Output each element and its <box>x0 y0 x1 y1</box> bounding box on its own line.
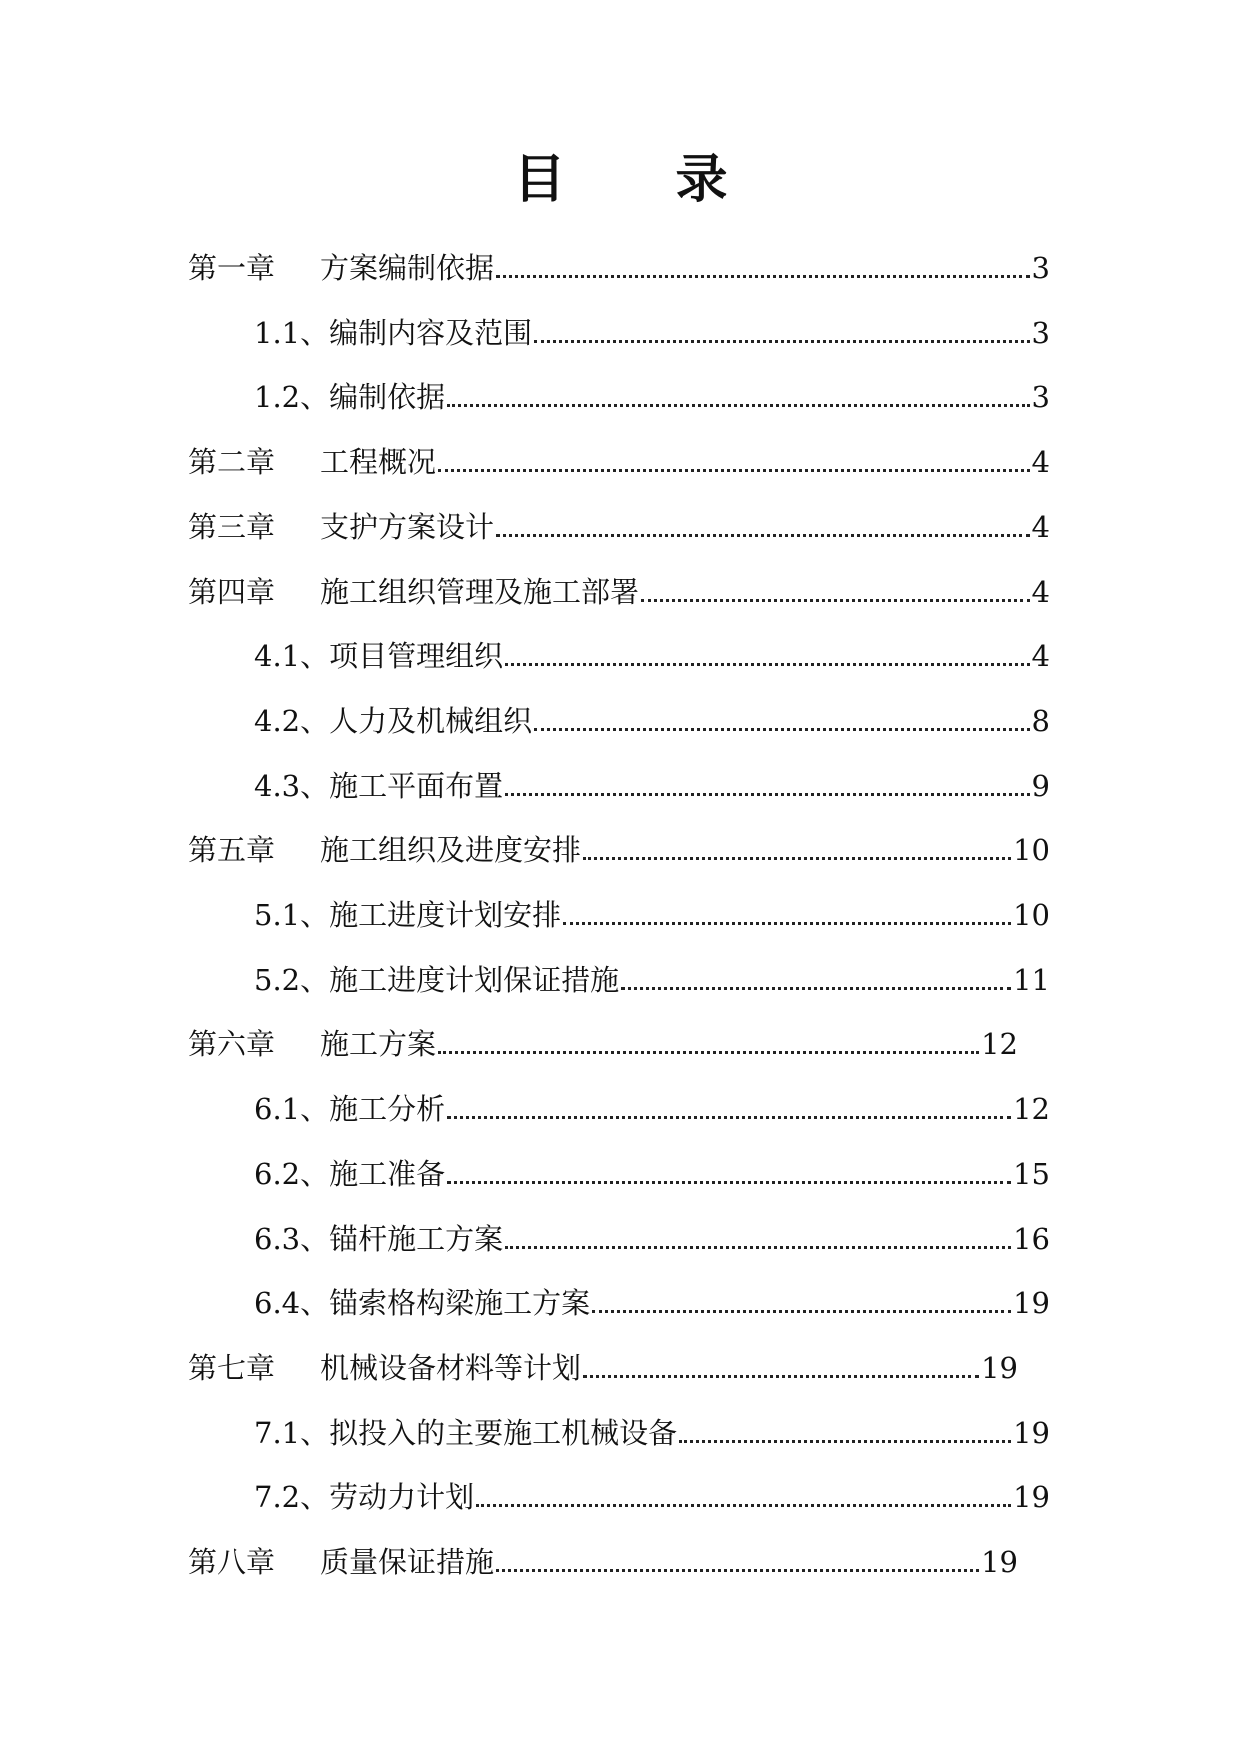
toc-entry[interactable] <box>254 895 1050 935</box>
toc-entry-title: 质量保证措施 <box>320 1545 495 1579</box>
toc-entry-title: 施工进度计划保证措施 <box>329 962 620 997</box>
toc-entry-page: 16 <box>1013 1221 1050 1256</box>
toc-entry[interactable] <box>188 507 1050 547</box>
toc-entry-number: 1.1、 <box>254 315 330 350</box>
toc-entry-number: 7.2、 <box>254 1480 330 1515</box>
toc-entry-page: 12 <box>981 1027 1018 1062</box>
toc-entry-title: 方案编制依据 <box>320 251 495 285</box>
toc-entry-title: 施工方案 <box>320 1027 437 1062</box>
toc-entry-title: 项目管理组织 <box>329 639 504 674</box>
toc-entry-number: 4.1、 <box>254 639 330 674</box>
toc-entry[interactable] <box>254 1283 1050 1323</box>
toc-entry[interactable] <box>188 1542 1018 1582</box>
toc-entry-page: 19 <box>981 1545 1018 1579</box>
toc-entry-number: 第七章 <box>188 1350 276 1385</box>
toc-entry[interactable] <box>254 1219 1050 1259</box>
toc-entry[interactable] <box>254 636 1050 676</box>
toc-title: 目 录 <box>513 149 774 210</box>
toc-dot-leader <box>438 469 1030 472</box>
toc-dot-leader <box>679 1440 1011 1443</box>
toc-entry-number: 4.3、 <box>254 768 330 803</box>
toc-entry-number: 6.4、 <box>254 1286 330 1321</box>
toc-entry-title: 施工进度计划安排 <box>329 898 562 932</box>
toc-dot-leader <box>447 1181 1011 1184</box>
toc-entry[interactable] <box>254 377 1050 417</box>
toc-entry-title: 施工准备 <box>329 1156 446 1191</box>
toc-entry-number: 7.1、 <box>254 1415 330 1450</box>
toc-entry-page: 15 <box>1013 1156 1050 1191</box>
toc-entry-number: 第五章 <box>188 833 276 868</box>
toc-entry-page: 3 <box>1031 315 1050 350</box>
toc-entry-number: 5.2、 <box>254 962 330 997</box>
toc-entry-title: 支护方案设计 <box>320 509 495 544</box>
toc-entry-title: 施工分析 <box>329 1092 446 1127</box>
toc-entry-page: 8 <box>1031 703 1050 738</box>
toc-entry-number: 第八章 <box>188 1545 276 1579</box>
toc-entry[interactable] <box>254 1089 1050 1129</box>
toc-entry-number: 6.3、 <box>254 1221 330 1256</box>
toc-dot-leader <box>592 1310 1011 1313</box>
toc-entry[interactable] <box>188 442 1050 482</box>
toc-entry[interactable] <box>254 313 1050 353</box>
toc-dot-leader <box>505 793 1029 796</box>
toc-entry-page: 12 <box>1013 1092 1050 1127</box>
toc-entry[interactable] <box>254 701 1050 741</box>
toc-entry-number: 4.2、 <box>254 703 330 738</box>
toc-entry-number: 1.2、 <box>254 380 330 415</box>
toc-entry-page: 3 <box>1031 251 1050 285</box>
toc-dot-leader <box>534 340 1029 343</box>
toc-entry-number: 5.1、 <box>254 898 330 932</box>
toc-entry-number: 第三章 <box>188 509 276 544</box>
toc-entry-number: 第二章 <box>188 445 276 480</box>
toc-entry-title: 施工平面布置 <box>329 768 504 803</box>
toc-dot-leader <box>505 663 1029 666</box>
toc-dot-leader <box>641 599 1030 602</box>
toc-entry-page: 11 <box>1013 962 1050 997</box>
toc-entry-page: 4 <box>1031 639 1050 674</box>
toc-entry[interactable] <box>188 1348 1018 1388</box>
toc-dot-leader <box>496 534 1030 537</box>
toc-entry-number: 第四章 <box>188 574 276 609</box>
toc-entry-number: 第六章 <box>188 1027 276 1062</box>
toc-dot-leader <box>476 1504 1011 1507</box>
toc-dot-leader <box>447 404 1029 407</box>
toc-dot-leader <box>534 728 1029 731</box>
toc-entry-page: 4 <box>1031 445 1050 480</box>
toc-entry-number: 6.1、 <box>254 1092 330 1127</box>
toc-entry-page: 3 <box>1031 380 1050 415</box>
toc-entry-page: 19 <box>1013 1415 1050 1450</box>
toc-dot-leader <box>583 1375 979 1378</box>
toc-entry-page: 10 <box>1013 833 1050 868</box>
toc-entry-title: 锚索格构梁施工方案 <box>329 1286 591 1321</box>
toc-dot-leader <box>496 275 1030 278</box>
toc-entry-title: 施工组织及进度安排 <box>320 833 582 868</box>
toc-entry[interactable] <box>254 1154 1050 1194</box>
toc-entry-page: 10 <box>1013 898 1050 932</box>
toc-entry[interactable] <box>188 572 1050 612</box>
toc-entry-title: 施工组织管理及施工部署 <box>320 574 640 609</box>
toc-entry-title: 工程概况 <box>320 445 437 480</box>
toc-dot-leader <box>621 987 1011 990</box>
toc-entry[interactable] <box>254 1413 1050 1453</box>
toc-dot-leader <box>496 1569 979 1572</box>
toc-dot-leader <box>583 857 1011 860</box>
toc-entry-title: 编制内容及范围 <box>329 315 533 350</box>
toc-dot-leader <box>438 1051 979 1054</box>
toc-entry[interactable] <box>254 1477 1050 1517</box>
toc-entry-page: 19 <box>981 1350 1018 1385</box>
toc-entry-title: 人力及机械组织 <box>329 703 533 738</box>
toc-entry[interactable] <box>188 830 1050 870</box>
toc-entry-title: 劳动力计划 <box>329 1480 475 1515</box>
toc-entry-page: 4 <box>1031 509 1050 544</box>
toc-dot-leader <box>447 1116 1011 1119</box>
toc-entry-page: 19 <box>1013 1480 1050 1515</box>
toc-entry-title: 编制依据 <box>329 380 446 415</box>
toc-entry-title: 锚杆施工方案 <box>329 1221 504 1256</box>
toc-entry[interactable] <box>254 960 1050 1000</box>
toc-entry-number: 6.2、 <box>254 1156 330 1191</box>
toc-entry-title: 拟投入的主要施工机械设备 <box>329 1415 678 1450</box>
toc-entry-page: 19 <box>1013 1286 1050 1321</box>
toc-entry-number: 第一章 <box>188 251 276 285</box>
toc-entry[interactable] <box>188 1024 1018 1064</box>
toc-entry[interactable] <box>188 248 1050 288</box>
toc-dot-leader <box>505 1246 1011 1249</box>
toc-entry-page: 4 <box>1031 574 1050 609</box>
toc-dot-leader <box>563 922 1011 925</box>
toc-entry[interactable] <box>254 766 1050 806</box>
toc-entry-title: 机械设备材料等计划 <box>320 1350 582 1385</box>
toc-entry-page: 9 <box>1031 768 1050 803</box>
